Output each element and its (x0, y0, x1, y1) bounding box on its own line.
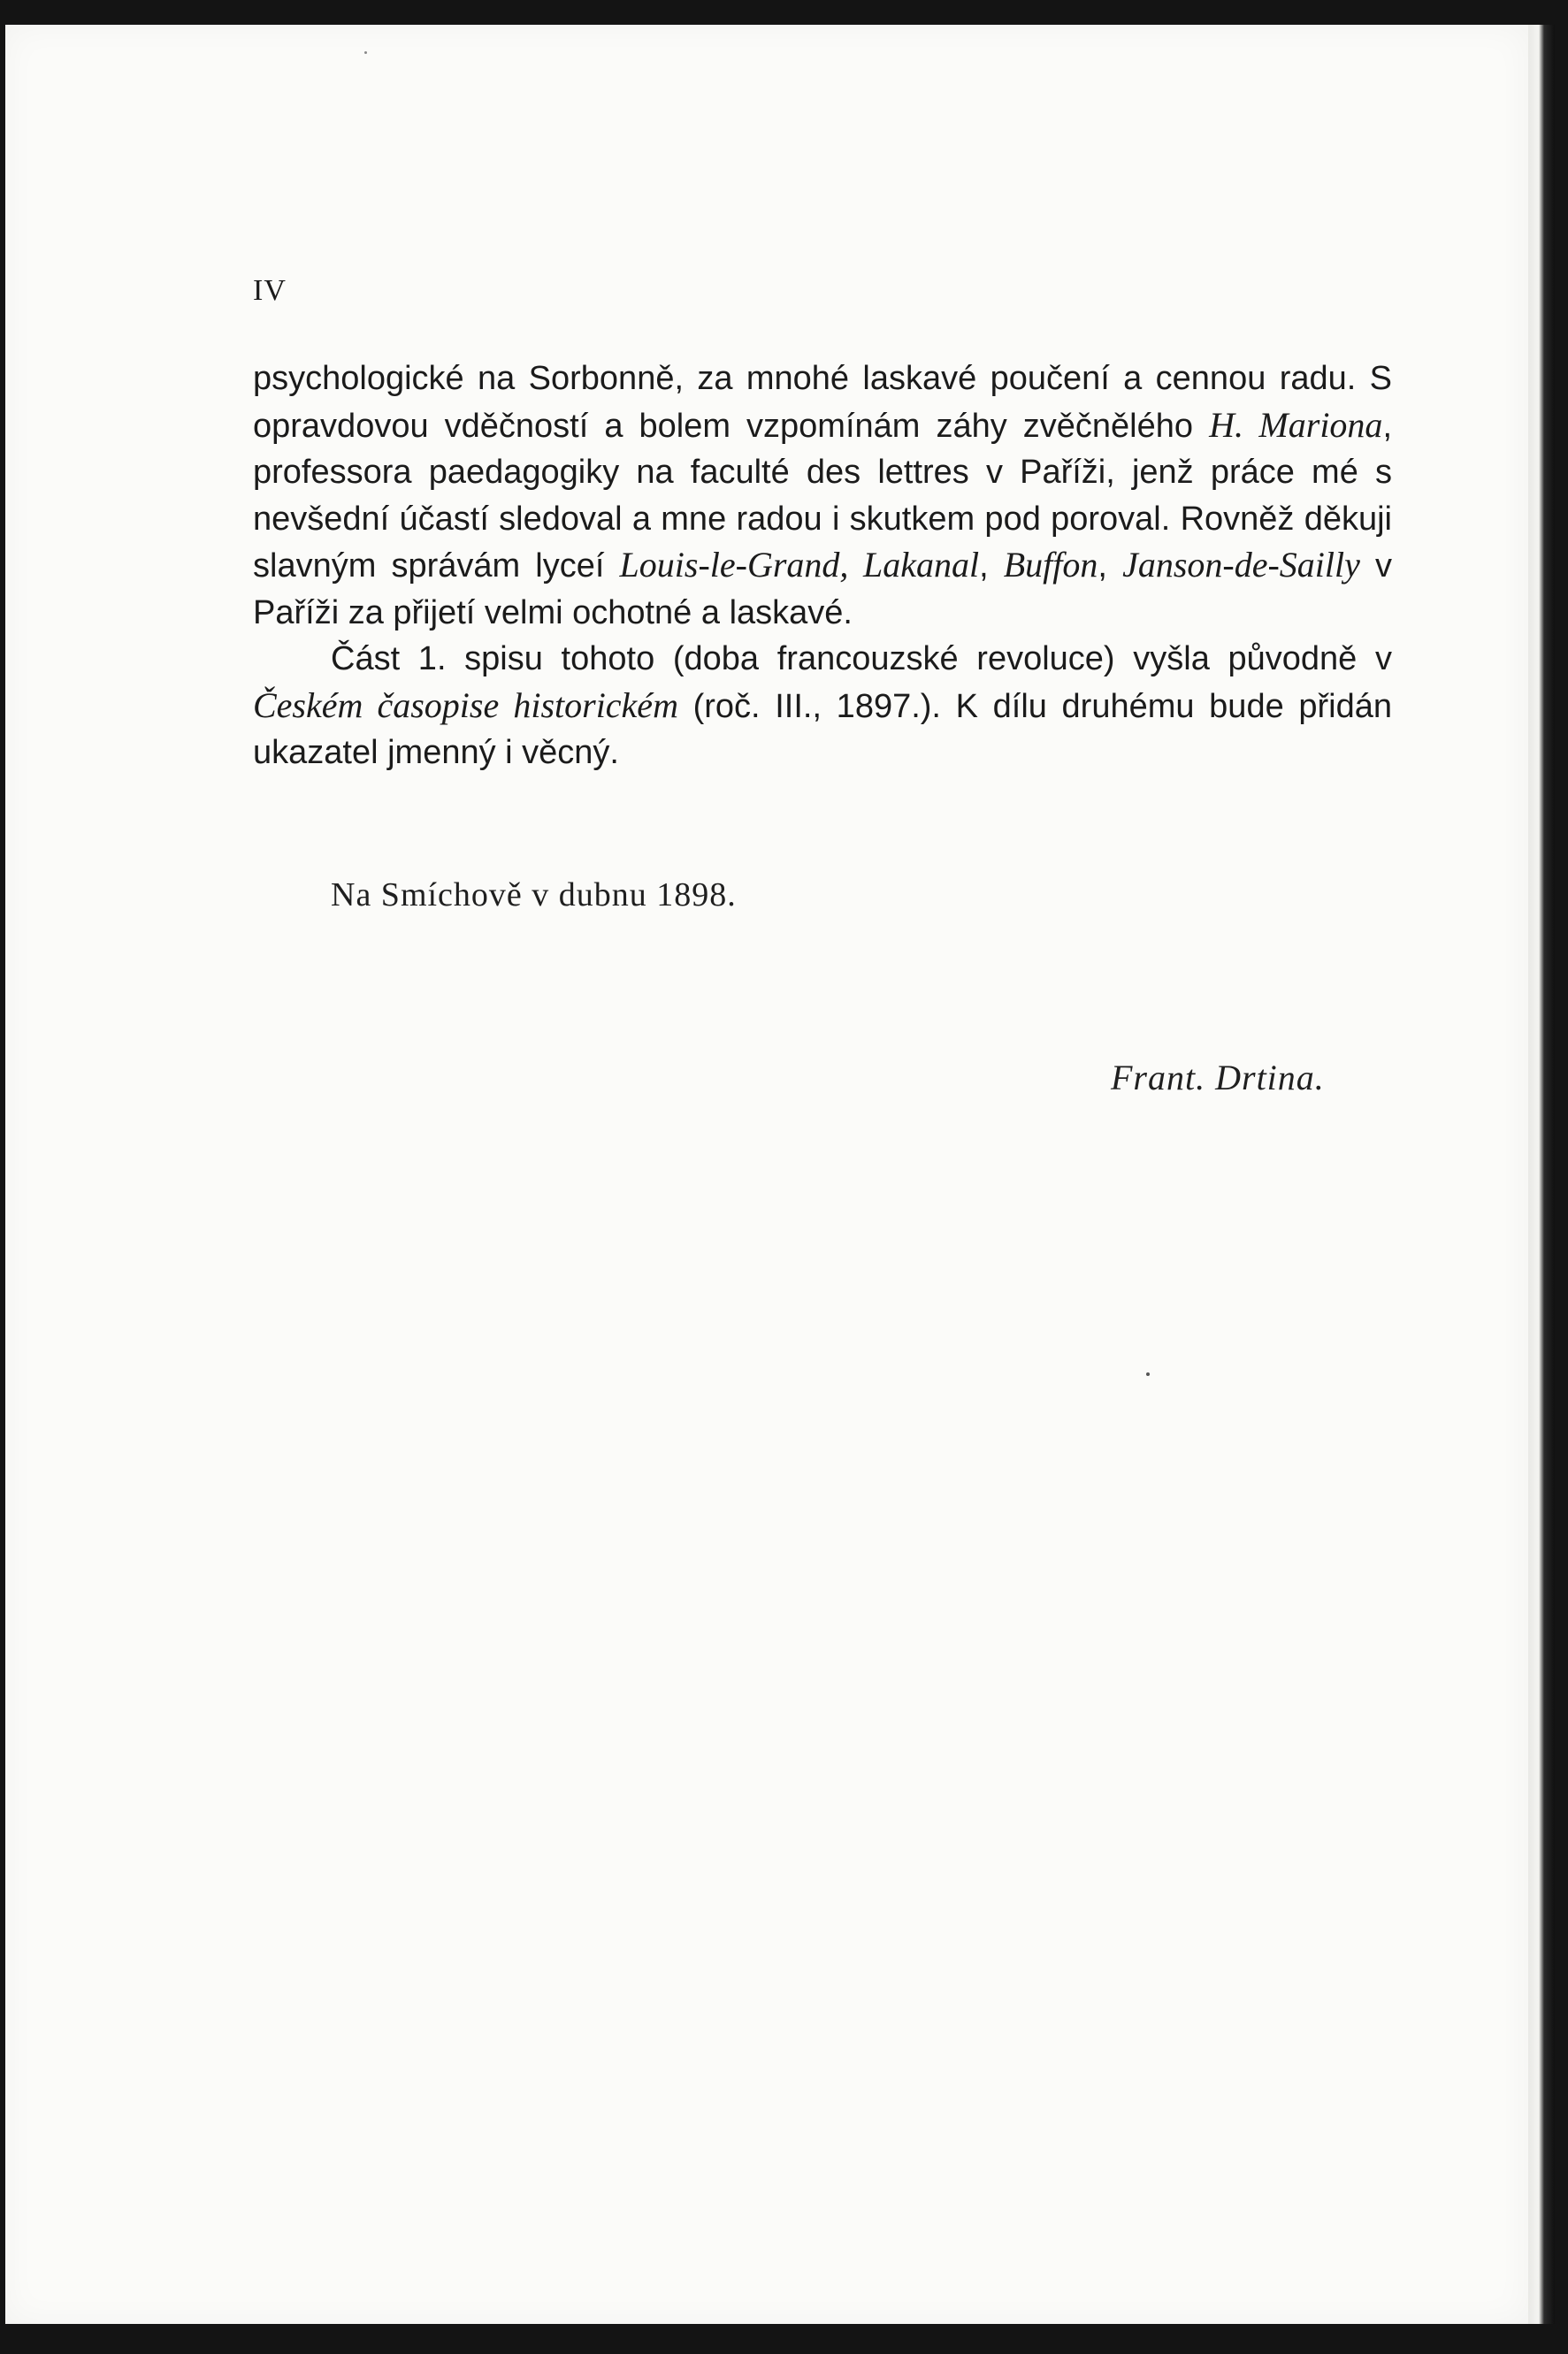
page-edge-shadow (1528, 25, 1555, 2324)
text-run: psychologické na Sorbonně, za mnohé laskavé poučení a cennou radu. S opravdovou vděčností a bolem vzpomínám záhy zvěčnělého (253, 360, 1392, 445)
journal-title: Českém časopise historickém (253, 684, 678, 725)
lycee-buffon: Buffon (1003, 545, 1098, 585)
paragraph-publication-note (253, 636, 1392, 776)
name-marion: H. Mariona (1209, 404, 1383, 445)
lycee-janson-de-sailly: Janson-de-Sailly (1122, 545, 1360, 585)
text-run: (roč. III., 1897.). K dílu druhému bude přidán ukazatel jmenný i věcný. (253, 687, 1392, 771)
text-run: , professora paedagogiky na faculté des lettres v Paříži, jenž práce mé s nevšední účastí sledoval a mne radou i skutkem pod poroval. Rovněž děkuji slavným správám lyceí (253, 407, 1392, 585)
text-run: Část 1. spisu tohoto (doba francouzské revoluce) vyšla původně v (331, 640, 1392, 677)
author-signature: Frant. Drtina. (1111, 1058, 1325, 1097)
lycee-louis-le-grand: Louis-le-Grand (619, 545, 840, 585)
preface-text (253, 355, 1392, 776)
separator: , (1098, 547, 1123, 585)
page-number: IV (253, 274, 287, 307)
lycee-lakanal: Lakanal (862, 545, 980, 585)
paragraph-acknowledgements (253, 355, 1392, 636)
dateline: Na Smíchově v dubnu 1898. (331, 876, 737, 913)
separator: , (839, 545, 863, 585)
paper-speck (364, 51, 367, 54)
paper-speck (1146, 1372, 1150, 1376)
separator: , (979, 547, 1004, 585)
text-run: v Paříži za přijetí velmi ochotné a laskavé. (253, 547, 1393, 631)
